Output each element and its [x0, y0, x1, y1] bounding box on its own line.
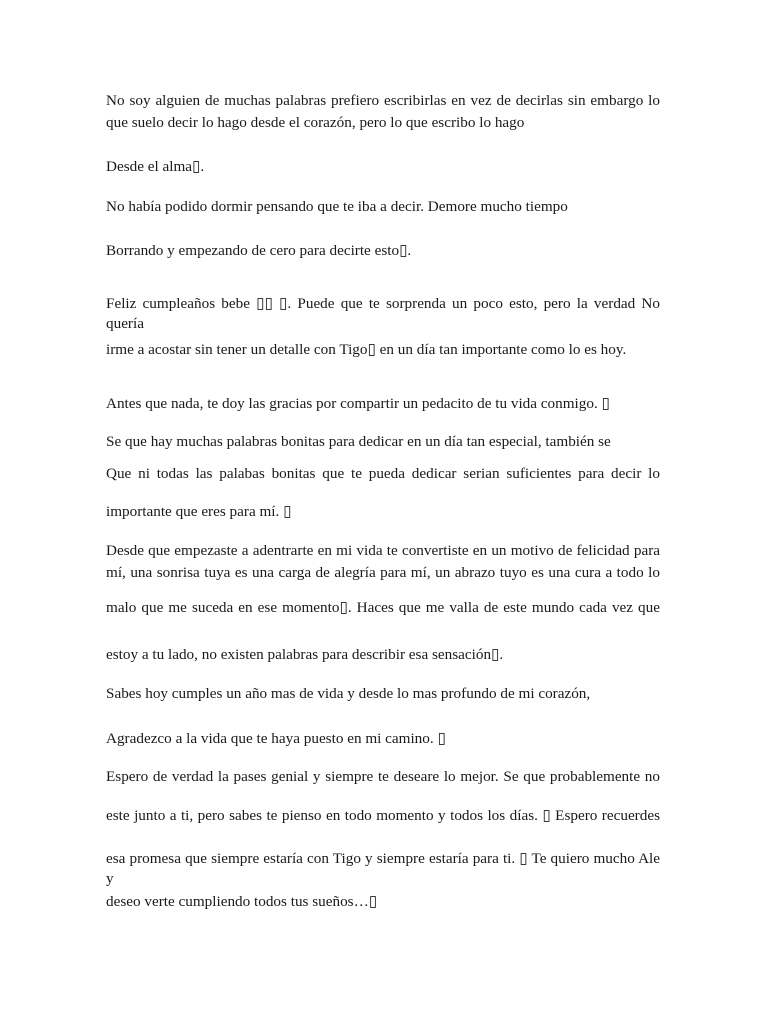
paragraph-line: deseo verte cumpliendo todos tus sueños…▯ — [106, 893, 378, 910]
paragraph-line: Desde el alma▯. — [106, 158, 205, 175]
paragraph-line: esa promesa que siempre estaría con Tigo y siempre estaría para ti. ▯ Te quiero mucho Ale y — [106, 850, 660, 887]
paragraph-line: No soy alguien de muchas palabras prefiero escribirlas en vez de decirlas sin embargo lo — [106, 92, 660, 109]
paragraph-line: Borrando y empezando de cero para decirte esto▯. — [106, 242, 412, 259]
paragraph-line: estoy a tu lado, no existen palabras para describir esa sensación▯. — [106, 646, 504, 663]
paragraph-line: Desde que empezaste a adentrarte en mi vida te convertiste en un motivo de felicidad para — [106, 542, 660, 559]
paragraph-line: Espero de verdad la pases genial y siempre te deseare lo mejor. Se que probablemente no — [106, 768, 660, 785]
paragraph-line: irme a acostar sin tener un detalle con Tigo▯ en un día tan importante como lo es hoy. — [106, 341, 627, 358]
paragraph-line: Sabes hoy cumples un año mas de vida y desde lo mas profundo de mi corazón, — [106, 685, 591, 702]
paragraph-line: Antes que nada, te doy las gracias por compartir un pedacito de tu vida conmigo. ▯ — [106, 395, 610, 412]
paragraph-line: Que ni todas las palabas bonitas que te pueda dedicar serian suficientes para decir lo — [106, 465, 660, 482]
paragraph-line: No había podido dormir pensando que te iba a decir. Demore mucho tiempo — [106, 198, 568, 215]
paragraph-line: importante que eres para mí. ▯ — [106, 503, 292, 520]
paragraph-line: Se que hay muchas palabras bonitas para dedicar en un día tan especial, también se — [106, 433, 611, 450]
paragraph-line: Feliz cumpleaños bebe ▯▯ ▯. Puede que te sorprenda un poco esto, pero la verdad No quería — [106, 295, 660, 332]
paragraph-line: Agradezco a la vida que te haya puesto en mi camino. ▯ — [106, 730, 446, 747]
paragraph-line: que suelo decir lo hago desde el corazón, pero lo que escribo lo hago — [106, 114, 525, 131]
paragraph-line: mí, una sonrisa tuya es una carga de alegría para mí, un abrazo tuyo es una cura a todo lo — [106, 564, 660, 581]
paragraph-line: malo que me suceda en ese momento▯. Haces que me valla de este mundo cada vez que — [106, 599, 660, 616]
paragraph-line: este junto a ti, pero sabes te pienso en todo momento y todos los días. ▯ Espero recuerdes — [106, 807, 660, 824]
